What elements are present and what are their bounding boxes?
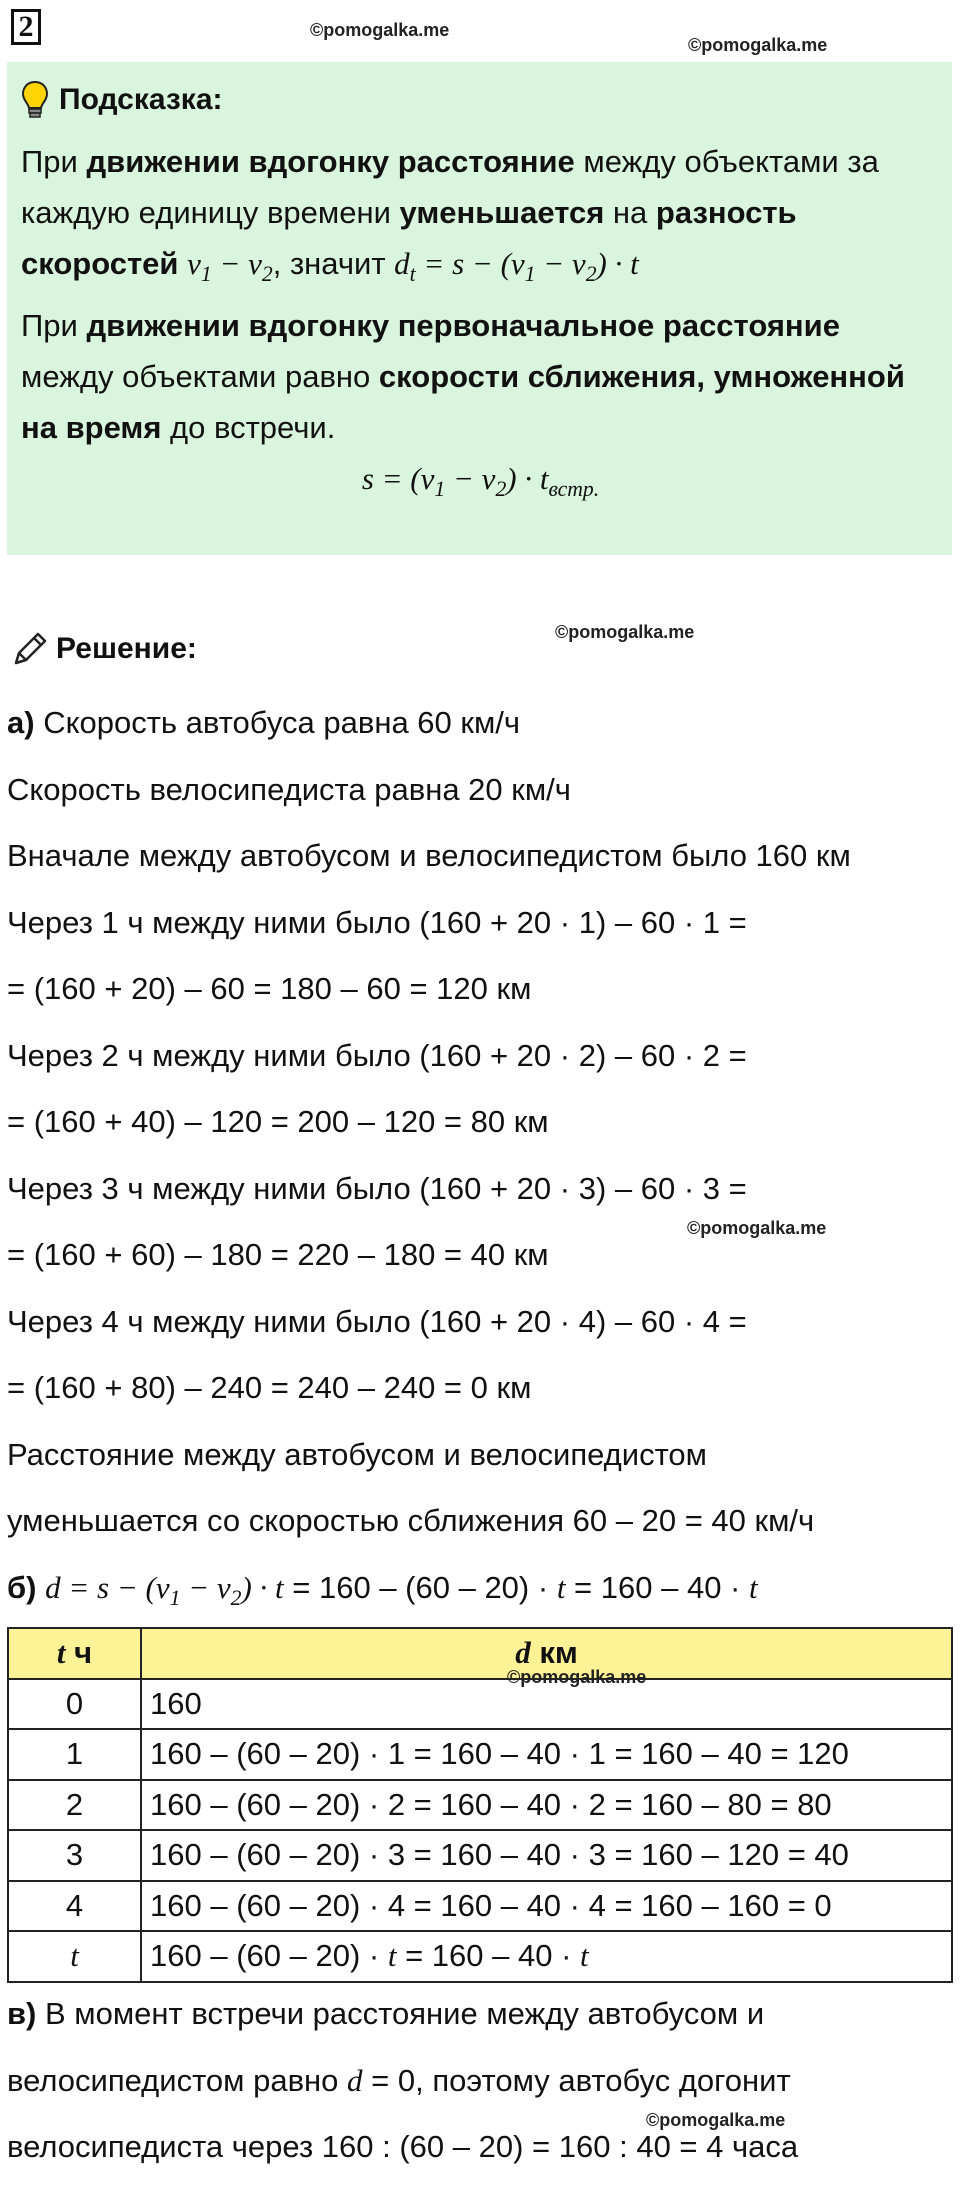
hint-text: до встречи. <box>161 410 336 446</box>
cell-d: 160 – (60 – 20) · 2 = 160 – 40 · 2 = 160 – 80 = 80 <box>141 1780 952 1831</box>
solution-header <box>10 629 197 669</box>
unit-label: ч <box>65 1635 93 1671</box>
solution-line: = (160 + 60) – 180 = 220 – 180 = 40 км <box>7 1237 549 1272</box>
hint-header <box>21 80 940 120</box>
hint-text: между объектами за каждую единицу времени <box>21 144 879 230</box>
hint-text: , значит <box>272 246 395 281</box>
table-row <box>8 1780 952 1831</box>
hint-text: При <box>21 144 87 179</box>
hint-bold: скорости сближения, умноженной на время <box>21 359 905 446</box>
solution-line: Расстояние между автобусом и велосипедистом <box>7 1436 707 1472</box>
solution-line: Через 4 ч между ними было (160 + 20 · 4) – 60 · 4 = <box>7 1303 747 1339</box>
cell-t: 1 <box>8 1729 141 1780</box>
formula-d: $d = s - (v_1 - v_2) \cdot t$ <box>45 1569 284 1610</box>
table-row <box>8 1830 952 1881</box>
solution-line: Вначале между автобусом и велосипедистом было 160 км <box>7 838 851 873</box>
cell-d: 160 – (60 – 20) · 3 = 160 – 40 · 3 = 160 – 120 = 40 <box>141 1830 952 1881</box>
hint-text: между объектами равно <box>21 359 379 395</box>
solution-line: уменьшается со скоростью сближения 60 – 20 = 40 км/ч <box>7 1503 815 1538</box>
solution-line <box>7 697 952 764</box>
watermark: ©pomogalka.me <box>507 1667 647 1687</box>
watermark: ©pomogalka.me <box>687 1218 827 1238</box>
formula-speed-diff: $v_1 - v_2$ <box>187 246 273 287</box>
part-c-label: в) <box>7 1996 37 2031</box>
cell-d: 160 – (60 – 20) · 1 = 160 – 40 · 1 = 160 – 40 = 120 <box>141 1729 952 1780</box>
solution-part-c <box>7 1988 952 2188</box>
solution-line: Через 3 ч между ними было (160 + 20 · 3) – 60 · 3 = <box>7 1170 747 1206</box>
hint-title: Подсказка: <box>59 83 223 116</box>
table-row <box>8 1679 952 1730</box>
hint-box <box>7 62 952 555</box>
cell-t: 2 <box>8 1780 141 1831</box>
watermark: ©pomogalka.me <box>688 35 828 55</box>
cell-d: 160 – (60 – 20) · 4 = 160 – 40 · 4 = 160 – 160 = 0 <box>141 1881 952 1932</box>
table-row <box>8 1729 952 1780</box>
distance-table <box>7 1627 953 1983</box>
table-header-t: t ч <box>8 1628 141 1679</box>
solution-line: = (160 + 20) – 60 = 180 – 60 = 120 км <box>7 971 532 1006</box>
line-text: В момент встречи расстояние между автобусом и <box>36 1996 765 2031</box>
part-b-label: б) <box>7 1569 37 1605</box>
cell-t: 3 <box>8 1830 141 1881</box>
solution-title: Решение: <box>56 632 197 665</box>
cell-text: = 160 – 40 · <box>396 1938 581 1974</box>
hint-text: При <box>21 308 87 344</box>
cell-d: 160 <box>141 1679 952 1730</box>
cell-t: 0 <box>8 1679 141 1730</box>
solution-line: Через 2 ч между ними было (160 + 20 · 2) – 60 · 2 = <box>7 1037 747 1073</box>
solution-line-part-b: б) $d = s - (v_1 - v_2) \cdot t = 160 - (60 - 20) \cdot t = 160 - 40 \cdot t$ <box>7 1569 758 1610</box>
formula-distance: $d_t = s - (v_1 - v_2) \cdot t$ <box>394 246 639 287</box>
hint-bold: разность скоростей <box>21 195 797 281</box>
solution-line: велосипедиста через 160 : (60 – 20) = 160 : 40 = 4 часа <box>7 2129 799 2164</box>
solution-line: велосипедистом равно d = 0, поэтому автобус догонит <box>7 2062 791 2098</box>
watermark: ©pomogalka.me <box>555 622 695 642</box>
hint-text: на <box>604 195 656 230</box>
formula-subscript: встр. <box>548 477 600 502</box>
cell-d: 160 – (60 – 20) · t = 160 – 40 · t <box>141 1931 952 1982</box>
problem-number: 2 <box>11 9 41 45</box>
cell-text: 160 – (60 – 20) · <box>150 1938 388 1974</box>
solution-line: Через 1 ч между ними было (160 + 20 · 1) – 60 · 1 = <box>7 904 747 940</box>
cell-t: 4 <box>8 1881 141 1932</box>
hint-bold: движении вдогонку расстояние <box>86 144 575 179</box>
hint-bold: движении вдогонку первоначальное расстояние <box>86 308 840 344</box>
table-row <box>8 1881 952 1932</box>
lightbulb-icon <box>21 80 49 120</box>
line-text: велосипедистом равно <box>7 2062 348 2098</box>
solution-part-a <box>7 697 952 1628</box>
hint-paragraph-1 <box>21 136 940 300</box>
line-text: = 0, поэтому автобус догонит <box>362 2062 791 2098</box>
watermark: ©pomogalka.me <box>310 20 450 40</box>
part-a-label: а) <box>7 705 35 740</box>
unit-label: км <box>530 1635 578 1671</box>
line-text: = 160 – (60 – 20) · <box>283 1569 557 1605</box>
formula-meeting: $s = (v_1 - v_2) \cdot t_{встр.}$ <box>361 461 600 502</box>
solution-line: = (160 + 40) – 120 = 200 – 120 = 80 км <box>7 1104 549 1139</box>
cell-t: t <box>8 1931 141 1982</box>
hint-bold: уменьшается <box>399 195 605 230</box>
solution-line: Скорость велосипедиста равна 20 км/ч <box>7 771 571 807</box>
table-header-d: d км <box>141 1628 952 1679</box>
table-header-row <box>8 1628 952 1679</box>
pencil-icon <box>10 629 50 669</box>
solution-line: = (160 + 80) – 240 = 240 – 240 = 0 км <box>7 1370 532 1405</box>
table-row <box>8 1931 952 1982</box>
solution-line <box>7 1988 952 2055</box>
line-text: Скорость автобуса равна 60 км/ч <box>34 705 521 740</box>
line-text: = 160 – 40 · <box>565 1569 749 1605</box>
watermark: ©pomogalka.me <box>646 2110 786 2130</box>
hint-paragraph-2 <box>21 300 940 453</box>
